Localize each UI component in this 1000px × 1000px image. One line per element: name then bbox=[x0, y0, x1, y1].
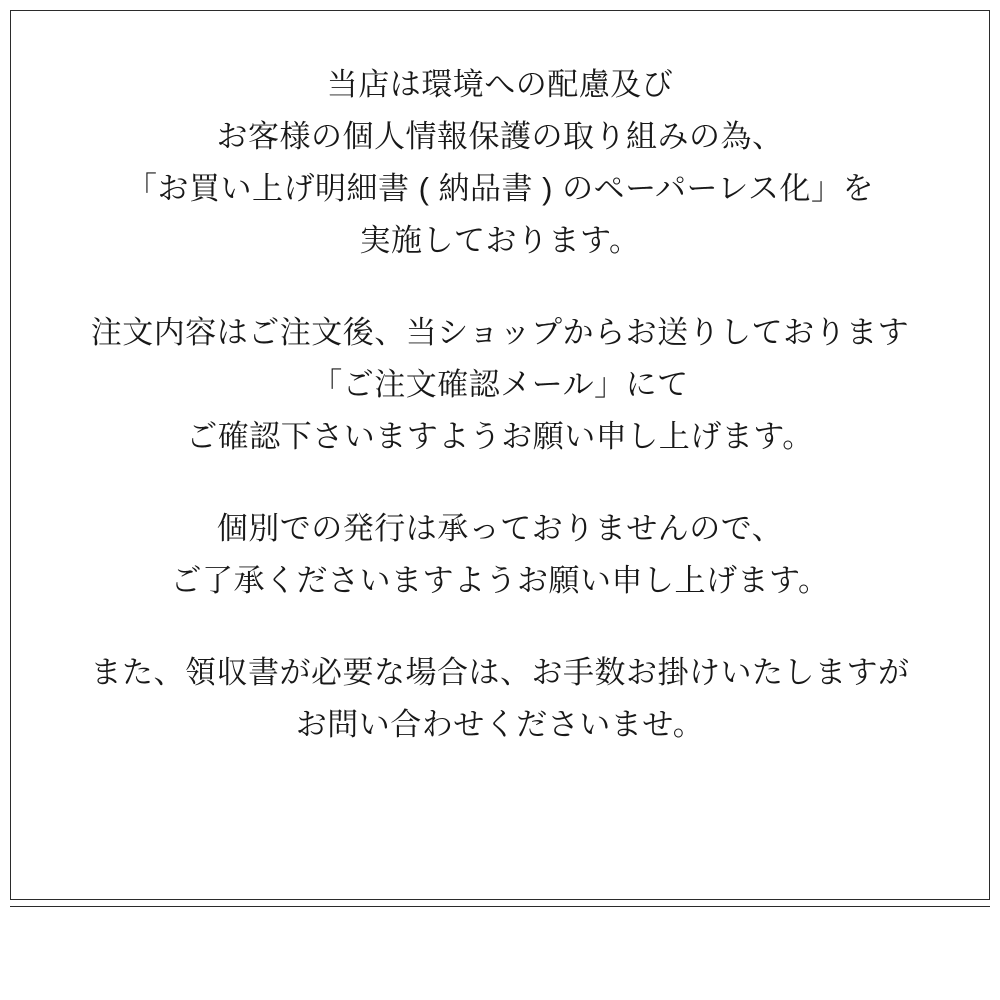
paperless-line-3: 「お買い上げ明細書 ( 納品書 ) のペーパーレス化」を bbox=[126, 171, 874, 206]
bottom-divider bbox=[10, 906, 990, 907]
notice-frame bbox=[10, 10, 990, 900]
no-individual-issue-line-2: ご了承くださいますようお願い申し上げます。 bbox=[170, 563, 830, 598]
paperless-line-1: 当店は環境への配慮及び bbox=[326, 67, 674, 102]
order-confirmation-line-2: 「ご注文確認メール」にて bbox=[311, 367, 689, 402]
paperless-line-2: お客様の個人情報保護の取り組みの為、 bbox=[216, 119, 784, 154]
paperless-statement-block bbox=[11, 59, 989, 267]
no-individual-issue-line-1: 個別での発行は承っておりませんので、 bbox=[216, 511, 784, 546]
order-confirmation-line-3: ご確認下さいますようお願い申し上げます。 bbox=[186, 419, 814, 454]
receipt-request-block bbox=[11, 647, 989, 751]
receipt-request-line-1: また、領収書が必要な場合は、お手数お掛けいたしますが bbox=[90, 655, 910, 690]
receipt-request-line-2: お問い合わせくださいませ。 bbox=[295, 707, 705, 742]
no-individual-issue-block bbox=[11, 503, 989, 607]
order-confirmation-block bbox=[11, 307, 989, 463]
paperless-line-4: 実施しております。 bbox=[359, 223, 641, 258]
order-confirmation-line-1: 注文内容はご注文後、当ショップからお送りしております bbox=[90, 315, 910, 350]
